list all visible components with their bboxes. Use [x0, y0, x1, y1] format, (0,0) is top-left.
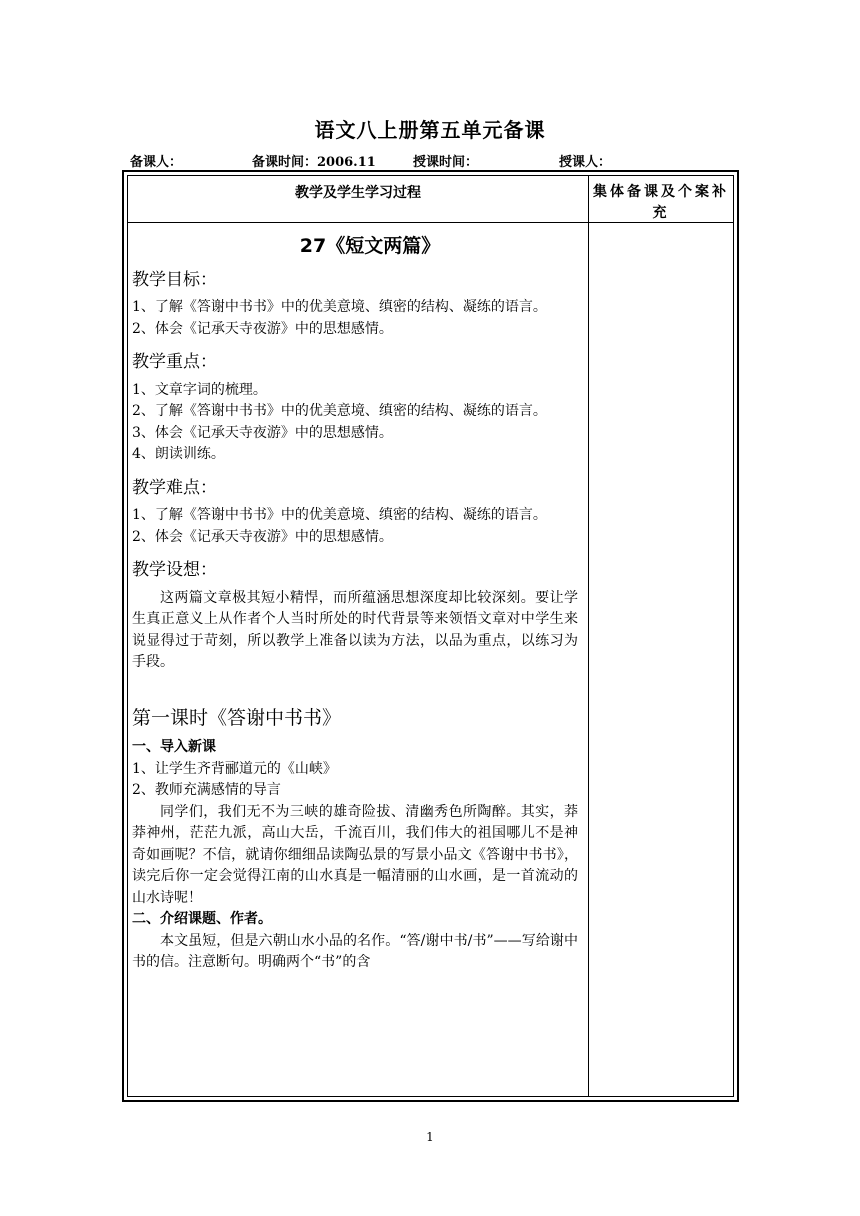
lesson-table-inner [127, 175, 734, 1097]
objective-item: 1、了解《答谢中书书》中的优美意境、缜密的结构、凝练的语言。 [132, 299, 547, 315]
section-item: 1、让学生齐背郦道元的《山峡》 [132, 760, 337, 777]
key-point-item: 1、文章字词的梳理。 [132, 381, 267, 398]
objective-item: 2、体会《记承天寺夜游》中的思想感情。 [132, 320, 393, 337]
design-paragraph: 这两篇文章极其短小精悍，而所蕴涵思想深度却比较深刻。要让学生真正意义上从作者个人当时所处的时代背景等来领悟文章对中学生来说显得过于苛刻，所以教学上准备以读为方法，以品为重点，以练习为手段。 [132, 589, 578, 670]
section-item: 2、教师充满感情的导言 [132, 782, 281, 798]
difficulty-item: 2、体会《记承天寺夜游》中的思想感情。 [132, 528, 393, 545]
key-points-heading: 教学重点： [132, 352, 217, 372]
lesson-content [132, 232, 578, 974]
right-column-header: 集体备课及个案补充 [593, 184, 729, 221]
lesson-table [122, 170, 739, 1102]
difficulty-item: 1、了解《答谢中书书》中的优美意境、缜密的结构、凝练的语言。 [132, 507, 547, 523]
author-paragraph: 本文虽短，但是六朝山水小品的名作。“答/谢中书/书”——写给谢中书的信。注意断句。明确两个“书”的含 [132, 932, 578, 970]
difficulties-heading: 教学难点： [132, 477, 217, 498]
key-point-item: 4、朗读训练。 [132, 446, 225, 462]
left-column-header: 教学及学生学习过程 [295, 185, 421, 201]
key-point-item: 3、体会《记承天寺夜游》中的思想感情。 [132, 424, 393, 441]
design-heading: 教学设想： [132, 560, 217, 580]
intro-paragraph: 同学们，我们无不为三峡的雄奇险拔、清幽秀色所陶醉。其实，莽莽神州，茫茫九派，高山大岳，千流百川，我们伟大的祖国哪儿不是神奇如画呢？不信，就请你细细品读陶弘景的写景小品文《答谢中书书》，读完后你一定会觉得江南的山水真是一幅清丽的山水画，是一首流动的山水诗呢！ [132, 803, 578, 906]
section-heading: 一、导入新课 [132, 739, 216, 755]
section-heading: 二、介绍课题、作者。 [132, 911, 272, 927]
preparer-label: 备课人： [130, 155, 183, 170]
column-divider [588, 176, 589, 1096]
objectives-heading: 教学目标： [132, 269, 217, 290]
page-title: 语文八上册第五单元备课 [314, 118, 546, 142]
key-point-item: 2、了解《答谢中书书》中的优美意境、缜密的结构、凝练的语言。 [132, 403, 547, 419]
lesson-title: 27《短文两篇》 [299, 235, 441, 257]
period-title: 第一课时《答谢中书书》 [132, 706, 342, 729]
teacher-label: 授课人： [559, 155, 612, 170]
prep-time-label: 备课时间：2006.11 [252, 155, 376, 170]
page-number: 1 [426, 1130, 434, 1144]
teach-time-label: 授课时间： [413, 155, 479, 170]
